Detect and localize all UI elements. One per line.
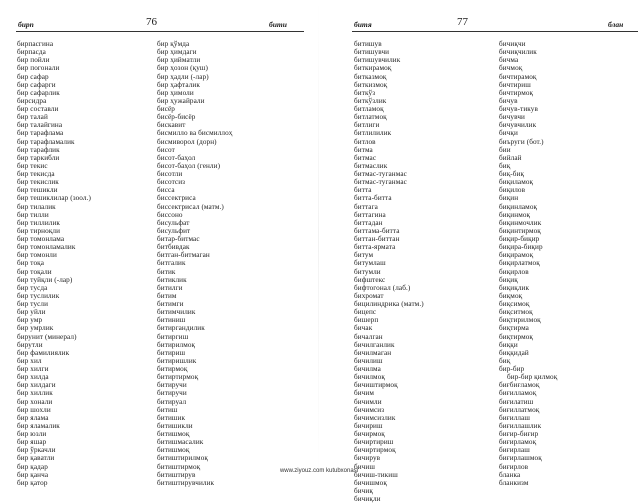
dictionary-entry: бланкизм bbox=[499, 478, 529, 487]
dictionary-entry: биттама-битта bbox=[354, 226, 400, 235]
dictionary-entry: бичиқли bbox=[354, 495, 381, 503]
dictionary-entry: бичқи bbox=[499, 129, 518, 138]
dictionary-entry: биткўзлик bbox=[354, 96, 387, 105]
right-page-header-left: битя bbox=[354, 20, 372, 29]
dictionary-entry: биқтирмоқ bbox=[499, 332, 534, 341]
dictionary-entry: битишик bbox=[157, 413, 186, 422]
dictionary-entry: биғирламоқ bbox=[499, 438, 537, 447]
dictionary-entry: бир тоқа bbox=[17, 259, 45, 268]
dictionary-entry: биқтирилмоқ bbox=[499, 316, 541, 325]
dictionary-entry: биғирлашмоқ bbox=[499, 454, 542, 463]
dictionary-entry: битишувчи bbox=[354, 48, 390, 57]
dictionary-entry: битишувчилик bbox=[354, 56, 401, 65]
dictionary-entry: бичилма bbox=[354, 365, 381, 373]
right-page-header-right: блан bbox=[608, 20, 624, 29]
dictionary-entry: битиштирмоқ bbox=[157, 462, 201, 471]
dictionary-entry: биқирлов bbox=[499, 267, 529, 276]
dictionary-entry: биғиллашлик bbox=[499, 421, 542, 430]
dictionary-entry: бир ҳийматли bbox=[157, 56, 201, 65]
dictionary-entry: битумли bbox=[354, 267, 381, 276]
dictionary-entry: бичтириш bbox=[499, 80, 531, 89]
dictionary-entry: бир сафар bbox=[17, 72, 49, 81]
dictionary-entry: битишмоқ bbox=[157, 430, 190, 438]
dictionary-entry: битиручи bbox=[157, 389, 187, 398]
dictionary-entry: биғилламоқ bbox=[499, 389, 537, 398]
right-page bbox=[319, 0, 638, 503]
dictionary-entry: бир текис bbox=[17, 161, 48, 170]
dictionary-entry: бичтирмоқ bbox=[499, 88, 534, 97]
dictionary-entry: биссектриса bbox=[157, 194, 196, 203]
dictionary-entry: битиклик bbox=[157, 275, 187, 284]
dictionary-entry: бичиртириш bbox=[354, 438, 394, 447]
dictionary-entry: бир хилдаги bbox=[17, 381, 56, 390]
dictionary-entry: биссоно bbox=[157, 210, 183, 219]
dictionary-entry: битламоқ bbox=[354, 105, 384, 113]
dictionary-entry: битум bbox=[354, 251, 374, 260]
dictionary-entry: биъруги (бот.) bbox=[499, 137, 544, 146]
dictionary-entry: битбивдак bbox=[157, 243, 190, 252]
dictionary-entry: бир тешиклилар (зоол.) bbox=[17, 194, 91, 203]
dictionary-entry: бир талайгина bbox=[17, 121, 63, 130]
right-page-header-rule bbox=[352, 31, 638, 32]
dictionary-entry: бир талай bbox=[17, 113, 48, 122]
dictionary-entry: биқилов bbox=[499, 186, 526, 195]
dictionary-entry: битишмасалик bbox=[157, 438, 204, 447]
dictionary-entry: бир уйли bbox=[17, 308, 46, 317]
dictionary-entry: бир пойли bbox=[17, 56, 50, 65]
dictionary-entry: бичак bbox=[354, 324, 373, 333]
dictionary-entry: бичиқ bbox=[354, 486, 373, 495]
dictionary-entry: битимги bbox=[157, 300, 184, 308]
dictionary-entry: бир тарафлама bbox=[17, 129, 64, 138]
dictionary-entry: бисот bbox=[157, 145, 175, 154]
dictionary-entry: битиргандилик bbox=[157, 324, 205, 333]
dictionary-entry: битар-битмас bbox=[157, 235, 200, 243]
right-page-column-1 bbox=[354, 40, 424, 503]
dictionary-entry: бичирмоқ bbox=[354, 430, 385, 438]
dictionary-entry: битта-ярмата bbox=[354, 243, 396, 252]
dictionary-entry: биқир-биқир bbox=[499, 235, 540, 243]
dictionary-entry: бир умр bbox=[17, 316, 43, 325]
dictionary-entry: биқинламоқ bbox=[499, 202, 538, 211]
dictionary-entry: бичалган bbox=[354, 332, 383, 341]
dictionary-entry: биқ bbox=[499, 356, 511, 365]
dictionary-entry: биқин bbox=[499, 194, 519, 203]
dictionary-entry: биттага bbox=[354, 202, 378, 211]
dictionary-entry: битиштирувчилик bbox=[157, 478, 215, 487]
dictionary-entry: битиртирмоқ bbox=[157, 373, 199, 382]
dictionary-entry: бицепс bbox=[354, 308, 377, 317]
dictionary-entry: бицилиндрика (матм.) bbox=[354, 300, 424, 308]
dictionary-entry: бир томонлама bbox=[17, 235, 65, 243]
dictionary-entry: бичирув bbox=[354, 454, 381, 463]
dictionary-entry: битирмоқ bbox=[157, 365, 188, 373]
dictionary-entry: биқира-биқир bbox=[499, 243, 543, 252]
dictionary-entry: биғирлаш bbox=[499, 446, 530, 455]
dictionary-entry: бичишмоқ bbox=[354, 478, 387, 487]
dictionary-entry: бишерп bbox=[354, 316, 379, 325]
dictionary-entry: бир тоқали bbox=[17, 267, 52, 276]
dictionary-entry: биғилатиш bbox=[499, 397, 534, 406]
dictionary-entry: битма bbox=[354, 145, 373, 154]
left-page-column-2 bbox=[157, 40, 233, 487]
dictionary-entry: бир сафарлик bbox=[17, 88, 60, 97]
dictionary-entry: бисёр bbox=[157, 105, 175, 113]
dictionary-entry: бирутли bbox=[17, 340, 43, 349]
dictionary-entry: биттадан bbox=[354, 218, 383, 227]
dictionary-entry: битириш bbox=[157, 348, 186, 357]
dictionary-entry: бир яшар bbox=[17, 438, 47, 447]
dictionary-entry: бичимли bbox=[354, 397, 382, 406]
dictionary-entry: бир туйқли (-лар) bbox=[17, 275, 73, 284]
dictionary-entry: бирпасгина bbox=[17, 40, 54, 48]
dictionary-entry: битирилмоқ bbox=[157, 340, 196, 349]
dictionary-entry: бир тешикли bbox=[17, 186, 58, 195]
dictionary-entry: битиришлик bbox=[157, 356, 197, 365]
dictionary-entry: биққидай bbox=[499, 348, 529, 357]
dictionary-entry: биқинтирмоқ bbox=[499, 226, 541, 235]
dictionary-entry: бир туслилик bbox=[17, 291, 60, 300]
dictionary-entry: бир ҳимоли bbox=[157, 88, 194, 97]
dictionary-entry: биқ-биқ bbox=[499, 170, 525, 178]
dictionary-entry: бирунит (минерал) bbox=[17, 332, 77, 341]
dictionary-entry: бичимсизлик bbox=[354, 413, 396, 422]
dictionary-entry: бир томонламалик bbox=[17, 243, 76, 252]
dictionary-entry: бичув bbox=[499, 96, 518, 105]
dictionary-entry: бичим bbox=[354, 389, 375, 398]
dictionary-entry: бичиқчилик bbox=[499, 48, 537, 57]
dictionary-entry: биқситмоқ bbox=[499, 308, 533, 317]
dictionary-entry: бир хилги bbox=[17, 365, 49, 373]
dictionary-entry: бир тарафламалик bbox=[17, 137, 75, 146]
right-page-number: 77 bbox=[457, 16, 468, 28]
dictionary-entry: биттан-биттан bbox=[354, 235, 400, 243]
dictionary-entry: бичилганлик bbox=[354, 340, 395, 349]
dictionary-entry: бир таркибли bbox=[17, 153, 60, 162]
dictionary-entry: биғиллаш bbox=[499, 413, 530, 422]
dictionary-entry: бир ҳужайрали bbox=[157, 96, 205, 105]
dictionary-entry: биқиқ bbox=[499, 275, 518, 284]
dictionary-entry: бир тилалик bbox=[17, 202, 56, 211]
dictionary-entry: бичув-тикув bbox=[499, 105, 538, 113]
dictionary-entry: бир сафарги bbox=[17, 80, 56, 89]
dictionary-entry: бичувчи bbox=[499, 113, 525, 122]
dictionary-entry: биқ bbox=[499, 161, 511, 170]
dictionary-entry: бир хилда bbox=[17, 373, 49, 382]
dictionary-entry: бир-бир қилмоқ bbox=[507, 373, 558, 382]
dictionary-entry: бисотли bbox=[157, 170, 183, 178]
left-page-column-1 bbox=[17, 40, 91, 487]
dictionary-entry: бисмилло ва бисмиллоҳ bbox=[157, 129, 233, 138]
dictionary-entry: битиштирилмоқ bbox=[157, 454, 208, 463]
dictionary-entry: битлатмоқ bbox=[354, 113, 387, 122]
dictionary-entry: бир тарафлик bbox=[17, 145, 60, 154]
dictionary-entry: бисульфат bbox=[157, 218, 190, 227]
dictionary-entry: бичилмоқ bbox=[354, 373, 385, 382]
dictionary-entry: биқмоқ bbox=[499, 291, 523, 300]
dictionary-entry: биқсимоқ bbox=[499, 300, 530, 308]
dictionary-entry: бир текисда bbox=[17, 170, 55, 178]
dictionary-entry: битумлаш bbox=[354, 259, 386, 268]
dictionary-entry: бичиштирмоқ bbox=[354, 381, 398, 390]
left-page-header-rule bbox=[16, 31, 304, 32]
dictionary-entry: битимчилик bbox=[157, 308, 196, 317]
dictionary-entry: биғирлов bbox=[499, 462, 529, 471]
dictionary-entry: бир юзли bbox=[17, 430, 47, 438]
dictionary-entry: бир ҳафталик bbox=[157, 80, 200, 89]
dictionary-entry: битказмоқ bbox=[354, 72, 387, 81]
dictionary-entry: биғир-биғир bbox=[499, 430, 539, 438]
dictionary-entry: битмас-туганмас bbox=[354, 178, 407, 187]
dictionary-entry: бисотсиз bbox=[157, 178, 186, 187]
dictionary-entry: бирсидра bbox=[17, 96, 47, 105]
dictionary-entry: бир тусда bbox=[17, 283, 48, 292]
dictionary-entry: битик bbox=[157, 267, 176, 276]
dictionary-entry: бисот-баҳол (генли) bbox=[157, 161, 221, 170]
dictionary-entry: бисса bbox=[157, 186, 175, 195]
dictionary-entry: бичириш bbox=[354, 421, 383, 430]
dictionary-entry: биғбиғламоқ bbox=[499, 381, 540, 390]
dictionary-entry: бир қаватли bbox=[17, 454, 55, 463]
dictionary-entry: бир тилли bbox=[17, 210, 49, 219]
dictionary-entry: битта-битта bbox=[354, 194, 392, 203]
dictionary-entry: бир-бир bbox=[499, 365, 525, 373]
dictionary-entry: биқиқлик bbox=[499, 283, 530, 292]
dictionary-entry: бийлай bbox=[499, 153, 522, 162]
dictionary-entry: бланка bbox=[499, 470, 521, 479]
dictionary-entry: бифтогонал (лаб.) bbox=[354, 283, 411, 292]
dictionary-entry: битгалик bbox=[157, 259, 186, 268]
dictionary-entry: бичувчилик bbox=[499, 121, 537, 130]
dictionary-entry: бир текислик bbox=[17, 178, 59, 187]
dictionary-entry: биткизмоқ bbox=[354, 80, 388, 89]
dictionary-entry: бичмоқ bbox=[499, 64, 523, 73]
dictionary-entry: бискавит bbox=[157, 121, 186, 130]
dictionary-entry: бичилмаган bbox=[354, 348, 392, 357]
dictionary-entry: битган-битмаган bbox=[157, 251, 210, 260]
dictionary-entry: бир ўркачли bbox=[17, 446, 56, 455]
dictionary-entry: бир тиллилик bbox=[17, 218, 61, 227]
dictionary-entry: бир умрлик bbox=[17, 324, 54, 333]
dictionary-entry: битиручи bbox=[157, 381, 187, 390]
dictionary-entry: биқтирма bbox=[499, 324, 529, 333]
dictionary-entry: биғиллатмоқ bbox=[499, 405, 540, 414]
dictionary-entry: биссектрисал (матм.) bbox=[157, 202, 224, 211]
dictionary-entry: бичтирамоқ bbox=[499, 72, 537, 81]
left-page-header-left: бирп bbox=[18, 20, 34, 29]
dictionary-entry: битируал bbox=[157, 397, 187, 406]
dictionary-entry: бир яламалик bbox=[17, 421, 60, 430]
dictionary-entry: бир тирноқли bbox=[17, 226, 61, 235]
left-page-header-right: бити bbox=[269, 20, 287, 29]
dictionary-entry: биқирлатмоқ bbox=[499, 259, 540, 268]
dictionary-entry: бир тусли bbox=[17, 300, 49, 308]
dictionary-entry: бир фамилиялик bbox=[17, 348, 70, 357]
dictionary-entry: бир шохли bbox=[17, 405, 51, 414]
dictionary-entry: бирпасда bbox=[17, 48, 46, 57]
dictionary-entry: бии bbox=[499, 145, 511, 154]
left-page bbox=[0, 0, 319, 487]
dictionary-entry: бир составли bbox=[17, 105, 59, 113]
dictionary-entry: битлилилик bbox=[354, 129, 392, 138]
dictionary-entry: биқинмоқ bbox=[499, 210, 531, 219]
dictionary-entry: бичиртирмоқ bbox=[354, 446, 396, 455]
dictionary-entry: бир хил bbox=[17, 356, 42, 365]
dictionary-entry: биқирамоқ bbox=[499, 251, 534, 260]
dictionary-entry: биқинмочлик bbox=[499, 218, 542, 227]
dictionary-entry: бир қатор bbox=[17, 478, 48, 487]
dictionary-entry: бичма bbox=[499, 56, 519, 65]
dictionary-entry: биққи bbox=[499, 340, 518, 349]
dictionary-entry: бихромат bbox=[354, 291, 384, 300]
dictionary-entry: бир погонали bbox=[17, 64, 60, 73]
dictionary-entry: биткўз bbox=[354, 88, 376, 97]
dictionary-entry: биткирамоқ bbox=[354, 64, 392, 73]
dictionary-entry: бичиш-тикиш bbox=[354, 470, 398, 479]
source-footer: www.ziyouz.com kutubxonasi bbox=[279, 468, 359, 474]
dictionary-entry: бифштекс bbox=[354, 275, 386, 284]
dictionary-entry: битишмоқ bbox=[157, 446, 190, 455]
dictionary-entry: битиш bbox=[157, 405, 178, 414]
right-page-column-2 bbox=[499, 40, 557, 487]
dictionary-entry: бир қадар bbox=[17, 462, 48, 471]
dictionary-entry: бир қўмда bbox=[157, 40, 190, 48]
dictionary-entry: бичимсиз bbox=[354, 405, 385, 414]
dictionary-entry: бичиш bbox=[354, 462, 375, 471]
dictionary-entry: битиниш bbox=[157, 316, 186, 325]
dictionary-entry: битлиги bbox=[354, 121, 380, 130]
dictionary-entry: бисот-баҳол bbox=[157, 153, 196, 162]
dictionary-entry: битмас-туганмас bbox=[354, 170, 407, 178]
dictionary-entry: битлов bbox=[354, 137, 376, 146]
dictionary-entry: битмас bbox=[354, 153, 377, 162]
dictionary-entry: бичиқчи bbox=[499, 40, 526, 48]
dictionary-entry: бир хиллик bbox=[17, 389, 53, 398]
dictionary-entry: бир ҳимдаги bbox=[157, 48, 197, 57]
dictionary-entry: бисмиворол (дорн) bbox=[157, 137, 217, 146]
dictionary-entry: битилги bbox=[157, 283, 183, 292]
dictionary-entry: бисёр-бисёр bbox=[157, 113, 196, 122]
dictionary-entry: бир қанча bbox=[17, 470, 49, 479]
dictionary-entry: бир томонли bbox=[17, 251, 57, 260]
dictionary-entry: биқиламоқ bbox=[499, 178, 534, 187]
dictionary-entry: битишув bbox=[354, 40, 382, 48]
dictionary-entry: бир ялама bbox=[17, 413, 49, 422]
dictionary-entry: битта bbox=[354, 186, 372, 195]
dictionary-entry: бир хонали bbox=[17, 397, 53, 406]
dictionary-entry: битишикли bbox=[157, 421, 193, 430]
dictionary-entry: битиргиш bbox=[157, 332, 189, 341]
dictionary-entry: биттагина bbox=[354, 210, 386, 219]
dictionary-entry: бисульфит bbox=[157, 226, 191, 235]
dictionary-entry: бир ҳозон (қуш) bbox=[157, 64, 209, 73]
dictionary-entry: битиштирув bbox=[157, 470, 196, 479]
dictionary-entry: бир ҳадли (-лар) bbox=[157, 72, 209, 81]
dictionary-entry: битим bbox=[157, 291, 177, 300]
dictionary-entry: битмаслик bbox=[354, 161, 388, 170]
dictionary-entry: бичилиш bbox=[354, 356, 383, 365]
left-page-number: 76 bbox=[146, 16, 157, 28]
